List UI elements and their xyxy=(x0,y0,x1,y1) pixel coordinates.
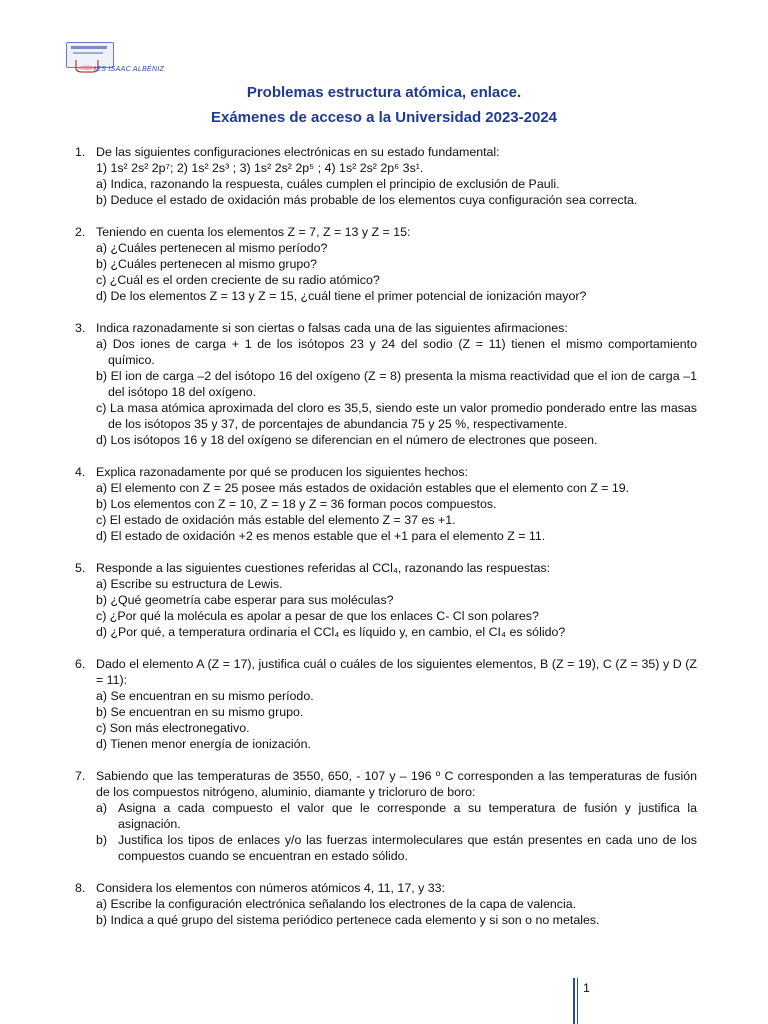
part-label: b) xyxy=(96,833,108,847)
page-number: 1 xyxy=(583,981,590,995)
question-text: Dado el elemento A (Z = 17), justifica cuál o cuáles de los siguientes elementos, B (Z = 19), C (Z = 35) y D (Z = 11): xyxy=(96,657,697,687)
question-text: Teniendo en cuenta los elementos Z = 7, Z = 13 y Z = 15: xyxy=(96,225,411,239)
question-number: 4. xyxy=(75,465,86,479)
question-text: Indica razonadamente si son ciertas o falsas cada una de las siguientes afirmaciones: xyxy=(96,321,568,335)
question-number: 5. xyxy=(75,561,86,575)
question-number: 1. xyxy=(75,145,86,159)
question-text: Considera los elementos con números atómicos 4, 11, 17, y 33: xyxy=(96,881,445,895)
question-part: c) Son más electronegativo. xyxy=(96,721,250,735)
document-title: Problemas estructura atómica, enlace. xyxy=(246,84,522,101)
question-5 xyxy=(75,560,697,640)
question-part: d) El estado de oxidación +2 es menos estable que el +1 para el elemento Z = 11. xyxy=(96,529,546,543)
question-text: Responde a las siguientes cuestiones referidas al CCl₄, razonando las respuestas: xyxy=(96,561,551,575)
question-number: 8. xyxy=(75,881,86,895)
question-text: Explica razonadamente por qué se producen los siguientes hechos: xyxy=(96,465,468,479)
question-part: a) Escribe la configuración electrónica señalando los electrones de la capa de valencia. xyxy=(96,897,577,911)
question-part: b) ¿Qué geometría cabe esperar para sus moléculas? xyxy=(96,593,394,607)
footer-divider xyxy=(577,978,578,1024)
question-part: d) Los isótopos 16 y 18 del oxígeno se diferencian en el número de electrones que poseen. xyxy=(96,433,598,447)
question-part: a) El elemento con Z = 25 posee más estados de oxidación estables que el elemento con Z = 19. xyxy=(96,481,630,495)
question-part xyxy=(96,800,697,832)
question-text: Sabiendo que las temperaturas de 3550, 650, - 107 y – 196 º C corresponden a las temperaturas de fusión de los compuestos nitrógeno, aluminio, diamante y tricloruro de boro: xyxy=(96,769,697,799)
question-part: a) Se encuentran en su mismo período. xyxy=(96,689,314,703)
question-6 xyxy=(75,656,697,752)
part-text: Justifica los tipos de enlaces y/o las fuerzas intermoleculares que están presentes en cada uno de los compuestos cuando se encuentran en estado sólido. xyxy=(118,833,697,863)
question-1 xyxy=(75,144,697,208)
question-number: 7. xyxy=(75,769,86,783)
footer-divider xyxy=(573,978,575,1024)
question-7 xyxy=(75,768,697,864)
school-logo xyxy=(64,40,182,78)
question-part: a) Indica, razonando la respuesta, cuáles cumplen el principio de exclusión de Pauli. xyxy=(96,177,560,191)
question-text: 1) 1s² 2s² 2p⁷; 2) 1s² 2s³ ; 3) 1s² 2s² 2p⁵ ; 4) 1s² 2s² 2p⁶ 3s¹. xyxy=(96,161,424,175)
question-part: a) Escribe su estructura de Lewis. xyxy=(96,577,283,591)
question-3 xyxy=(75,320,697,448)
question-part: c) La masa atómica aproximada del cloro es 35,5, siendo este un valor promedio ponderado entre las masas de los isótopos 35 y 37, de porcentajes de abundancia 75 y 25 %, respectivamente. xyxy=(96,401,697,431)
question-part: b) ¿Cuáles pertenecen al mismo grupo? xyxy=(96,257,318,271)
question-part: c) ¿Por qué la molécula es apolar a pesar de que los enlaces C- Cl son polares? xyxy=(96,609,539,623)
question-part: b) Deduce el estado de oxidación más probable de los elementos cuya configuración sea correcta. xyxy=(96,193,638,207)
question-number: 2. xyxy=(75,225,86,239)
question-part xyxy=(96,832,697,864)
question-part: a) Dos iones de carga + 1 de los isótopos 23 y 24 del sodio (Z = 11) tienen el mismo comportamiento químico. xyxy=(96,337,697,367)
document-subtitle: Exámenes de acceso a la Universidad 2023-2024 xyxy=(210,109,558,126)
question-2 xyxy=(75,224,697,304)
question-part: c) ¿Cuál es el orden creciente de su radio atómico? xyxy=(96,273,380,287)
question-number: 6. xyxy=(75,657,86,671)
question-part: b) Indica a qué grupo del sistema periódico pertenece cada elemento y si son o no metales. xyxy=(96,913,600,927)
question-part: b) Se encuentran en su mismo grupo. xyxy=(96,705,304,719)
question-part: a) ¿Cuáles pertenecen al mismo período? xyxy=(96,241,328,255)
question-part: d) De los elementos Z = 13 y Z = 15, ¿cuál tiene el primer potencial de ionización mayor? xyxy=(96,289,587,303)
part-text: Asigna a cada compuesto el valor que le corresponde a su temperatura de fusión y justifica la asignación. xyxy=(118,801,697,831)
question-part: c) El estado de oxidación más estable del elemento Z = 37 es +1. xyxy=(96,513,456,527)
question-number: 3. xyxy=(75,321,86,335)
question-4 xyxy=(75,464,697,544)
question-part: d) ¿Por qué, a temperatura ordinaria el CCl₄ es líquido y, en cambio, el CI₄ es sólido? xyxy=(96,625,566,639)
question-8 xyxy=(75,880,697,928)
logo-text: IES ISAAC ALBÉNIZ xyxy=(94,66,165,73)
question-part: b) El ion de carga –2 del isótopo 16 del oxígeno (Z = 8) presenta la misma reactividad que el ion de carga –1 del isótopo 18 del oxígeno. xyxy=(96,369,697,399)
question-part: b) Los elementos con Z = 10, Z = 18 y Z = 36 forman pocos compuestos. xyxy=(96,497,497,511)
question-text: De las siguientes configuraciones electrónicas en su estado fundamental: xyxy=(96,145,500,159)
question-list xyxy=(75,144,697,944)
question-part: d) Tienen menor energía de ionización. xyxy=(96,737,311,751)
part-label: a) xyxy=(96,801,108,815)
